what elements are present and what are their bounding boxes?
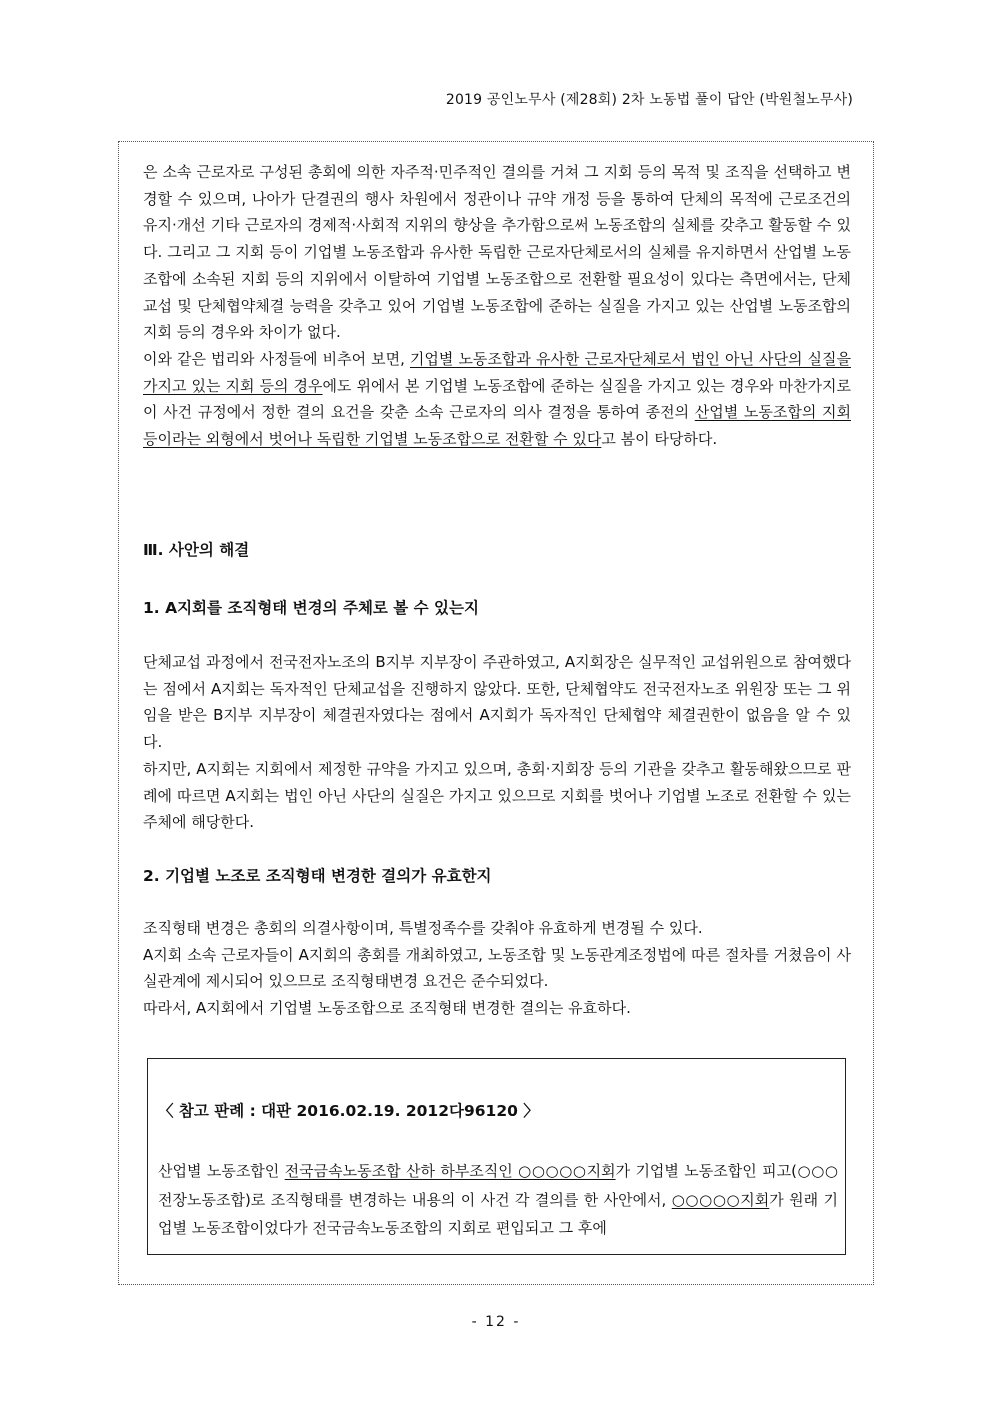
subsection-1-heading: 1. A지회를 조직형태 변경의 주체로 볼 수 있는지 [143,599,479,617]
intro-p2-underline-1: 기업별 노동조합과 유사한 근로자단체로서 법인 아닌 사단의 실질을 가지고 있는 지회 등의 경우 [143,349,851,395]
subsection-2-paragraph-2: A지회 소속 근로자들이 A지회의 총회를 개최하였고, 노동조합 및 노동관계조정법에 따른 절차를 거쳤음이 사실관계에 제시되어 있으므로 조직형태변경 요건은 준수되었다. [143,945,851,991]
subsection-2-text [143,915,851,1022]
intro-p2-text-b: 에도 위에서 본 기업별 노동조합에 준하는 실질을 가지고 있는 경우와 마찬가지로 이 사건 규정에서 정한 결의 요건을 갖춘 소속 근로자의 의사 결정을 통하여 종전의 [143,376,851,422]
subsection-1-paragraph-2: 하지만, A지회는 지회에서 제정한 규약을 가지고 있으며, 총회·지회장 등의 기관을 갖추고 활동해왔으므로 판례에 따르면 A지회는 법인 아닌 사단의 실질은 가지고 있으므로 지회를 벗어나 기업별 노조로 전환할 수 있는 주체에 해당한다. [143,759,851,832]
intro-paragraph-2 [143,346,851,453]
intro-p2-text-a: 이와 같은 법리와 사정들에 비추어 보면, [143,349,410,368]
reference-text-3: 가 원래 기업별 노동조합이었다가 전국금속노동조합의 지회로 편입되고 그 후에 [158,1190,838,1237]
reference-underline-1: 전국금속노동조합 산하 하부조직인 ○○○○○지회 [284,1162,616,1180]
subsection-2-paragraph-3: 따라서, A지회에서 기업별 노동조합으로 조직형태 변경한 결의는 유효하다. [143,999,631,1018]
subsection-1-paragraph-1: 단체교섭 과정에서 전국전자노조의 B지부 지부장이 주관하였고, A지회장은 실무적인 교섭위원으로 참여했다는 점에서 A지회는 독자적인 단체교섭을 진행하지 않았다. 또한, 단체협약도 전국전자노조 위원장 또는 그 위임을 받은 B지부 지부장이 체결권자였다는 점에서 A지회가 독자적인 단체협약 체결권한이 없음을 알 수 있다. [143,653,851,752]
page-header: 2019 공인노무사 (제28회) 2차 노동법 풀이 답안 (박원철노무사) [445,92,853,108]
intro-text [143,159,851,453]
reference-underline-2: ○○○○○지회 [671,1190,770,1209]
intro-paragraph-1: 은 소속 근로자로 구성된 총회에 의한 자주적·민주적인 결의를 거쳐 그 지회 등의 목적 및 조직을 선택하고 변경할 수 있으며, 나아가 단결권의 행사 차원에서 정관이나 규약 개정 등을 통하여 단체의 목적에 근로조건의 유지·개선 기타 근로자의 경제적·사회적 지위의 향상을 추가함으로써 노동조합의 실체를 갖추고 활동할 수 있다. 그리고 그 지회 등이 기업별 노동조합과 유사한 독립한 근로자단체로서의 실체를 유지하면서 산업별 노동조합에 소속된 지회 등의 지위에서 이탈하여 기업별 노동조합으로 전환할 필요성이 있다는 측면에서는, 단체교섭 및 단체협약체결 능력을 갖추고 있어 기업별 노동조합에 준하는 실질을 가지고 있는 산업별 노동조합의 지회 등의 경우와 차이가 없다. [143,163,851,342]
reference-case-box [147,1058,846,1255]
intro-p2-underline-2: 산업별 노동조합의 지회 등이라는 외형에서 벗어나 독립한 기업별 노동조합으로 전환할 수 있다 [143,403,851,449]
subsection-2-heading: 2. 기업별 노조로 조직형태 변경한 결의가 유효한지 [143,867,492,885]
section-3-heading: Ⅲ. 사안의 해결 [143,541,250,559]
page-number: - 12 - [471,1314,521,1330]
subsection-1-text [143,649,851,836]
reference-text-2: 가 기업별 노동조합인 피고(○○○전장노동조합)로 조직형태를 변경하는 내용의 이 사건 각 결의를 한 사안에서, [158,1162,839,1209]
reference-case-body [158,1157,838,1243]
reference-case-title: 〈 참고 판례 : 대판 2016.02.19. 2012다96120 〉 [158,1102,539,1120]
reference-text-1: 산업별 노동조합인 [158,1162,285,1180]
subsection-2-paragraph-1: 조직형태 변경은 총회의 의결사항이며, 특별정족수를 갖춰야 유효하게 변경될 수 있다. [143,919,703,937]
intro-p2-text-c: 고 봄이 타당하다. [601,430,718,449]
